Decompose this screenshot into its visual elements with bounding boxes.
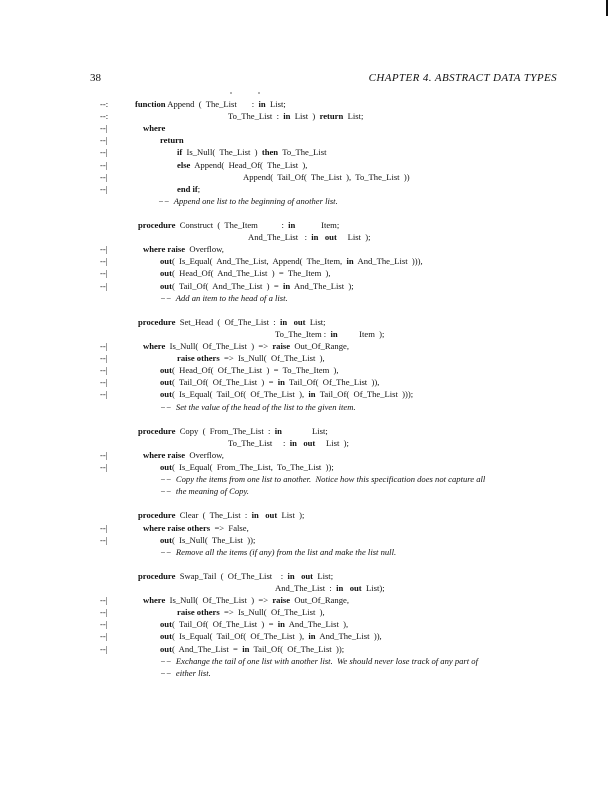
code-text [138,219,339,231]
keyword: out [160,365,172,376]
keyword: out [160,462,172,472]
keyword: in [308,389,316,400]
code-text [160,461,334,473]
keyword: function [135,99,166,109]
keyword: out [160,280,172,291]
code-token: Clear ( The_List : [175,510,252,521]
keyword: where raise others [143,522,211,533]
keyword: raise [272,341,291,351]
code-line [0,473,612,485]
annotation-marker: --| [100,534,108,545]
code-text [177,352,325,364]
code-token: And_The_List )), [315,631,382,642]
keyword: out [160,389,172,400]
code-token: And_The_List ); [290,280,354,291]
code-token: Append( Tail_Of( The_List ), To_The_List )) [243,171,410,182]
annotation-marker: --| [100,183,108,194]
code-text [138,316,326,328]
code-token: To_The_List : [228,111,284,122]
code-text [160,255,423,267]
code-line [0,425,612,437]
code-text [143,243,224,255]
keyword: end if [177,183,198,194]
keyword: then [261,147,279,158]
code-token: Is_Null( Of_The_List ) => [165,341,273,351]
keyword: return [319,111,344,122]
code-token: To_The_List : [228,437,290,448]
code-line [0,534,612,546]
code-token: List); [361,583,385,593]
code-line [0,558,612,570]
code-text [160,280,354,292]
code-text [160,618,348,630]
code-line [0,328,612,340]
code-line [0,183,612,195]
keyword: in [258,99,266,109]
comment: −− Append one list to the beginning of another list. [158,195,338,206]
code-line [0,437,612,449]
code-line [0,195,612,207]
keyword: in [274,425,282,436]
code-text [177,606,325,618]
code-token: ( Tail_Of( And_The_List ) = [171,280,283,291]
code-line [0,388,612,400]
code-line [0,122,612,134]
code-token: And_The_List : [248,232,312,243]
code-token: ( Is_Equal( And_The_List, Append( The_Item, [171,256,347,267]
code-text [160,364,339,376]
keyword: raise [272,595,291,606]
code-token: List; [343,111,364,122]
annotation-marker: --| [100,159,108,170]
code-token: Append( Head_Of( The_List ), [190,159,308,170]
code-line [0,110,612,122]
code-token: => Is_Null( Of_The_List ), [219,353,325,364]
annotation-marker: --| [100,619,108,630]
code-token: List; [313,570,334,581]
annotation-marker: --| [100,462,108,472]
code-text [228,110,363,122]
keyword: in [277,377,285,388]
code-line [0,509,612,521]
keyword: in out [287,570,314,581]
code-token: To_The_Item : [275,328,331,339]
comment: −− either list. [160,667,211,678]
keyword: out [160,534,172,545]
keyword: where [143,595,166,606]
code-token: Tail_Of( Of_The_List )), [284,377,380,388]
code-line [0,352,612,364]
annotation-marker: --| [100,123,108,134]
comment: −− Exchange the tail of one list with another list. We should never lose track of any part of [160,655,478,666]
code-token: Set_Head ( Of_The_List : [175,316,280,327]
code-token: List ); [277,510,305,521]
code-token: Is_Null( Of_The_List ) => [165,595,273,606]
keyword: in [277,619,285,630]
keyword: procedure [138,425,176,436]
code-line [0,594,612,606]
annotation-marker: --| [100,449,108,460]
code-line [0,255,612,267]
code-token: Construct ( The_Item : [175,220,289,230]
code-text [275,582,385,594]
code-text [138,509,304,521]
code-token: Overflow, [185,244,224,255]
annotation-marker: --| [100,341,108,351]
code-token: => False, [210,522,249,533]
code-text [138,425,328,437]
keyword: in [346,256,354,267]
code-token: Out_Of_Range, [290,341,349,351]
code-line [0,159,612,171]
code-token: Item; [295,220,340,230]
code-token: And_The_List : [275,583,337,593]
code-line [0,449,612,461]
code-token: ( Is_Equal( From_The_List, To_The_List )); [171,462,334,472]
annotation-marker: --| [100,135,108,146]
code-line [0,643,612,655]
code-text [138,570,333,582]
page-number: 38 [90,72,101,84]
annotation-marker: --| [100,631,108,642]
code-token: List ); [315,437,349,448]
code-line [0,546,612,558]
code-token: ( Is_Equal( Tail_Of( Of_The_List ), [171,389,309,400]
code-text [160,473,485,485]
code-line [0,304,612,316]
code-token: List; [281,425,328,436]
keyword: in out [251,510,278,521]
code-text [160,485,249,497]
code-text [177,183,200,195]
code-text [143,594,349,606]
code-line [0,376,612,388]
code-token: ( Is_Null( The_List )); [171,534,256,545]
code-line [0,292,612,304]
code-token: List; [305,316,326,327]
code-token: ( And_The_List = [171,643,243,654]
code-token: Append ( The_List : [165,99,259,109]
scan-speck [258,92,260,94]
code-line [0,316,612,328]
code-line [0,267,612,279]
code-line [0,171,612,183]
code-token: ( Is_Equal( Tail_Of( Of_The_List ), [171,631,309,642]
code-token: ( Head_Of( Of_The_List ) = To_The_Item ), [171,365,339,376]
code-text [143,449,224,461]
keyword: in out [311,232,337,243]
annotation-marker: --| [100,268,108,279]
code-token: And_The_List ), [284,619,349,630]
code-text [160,388,413,400]
keyword: in out [279,316,306,327]
code-line [0,340,612,352]
code-line [0,485,612,497]
keyword: in [283,111,291,122]
code-text [177,159,307,171]
annotation-marker: --| [100,607,108,618]
code-token: List; [265,99,286,109]
code-text [143,522,249,534]
keyword: where [143,123,166,134]
code-line [0,146,612,158]
comment: −− Add an item to the head of a list. [160,292,288,303]
code-text [158,195,338,207]
code-text [160,267,331,279]
code-line [0,497,612,509]
code-line [0,280,612,292]
code-token: Overflow, [185,449,224,460]
annotation-marker: --| [100,353,108,364]
annotation-marker: --| [100,171,108,182]
annotation-marker: --| [100,147,108,158]
keyword: in out [336,583,362,593]
code-token: Swap_Tail ( Of_The_List : [175,570,288,581]
code-text [143,122,165,134]
annotation-marker: --| [100,244,108,255]
code-line [0,461,612,473]
keyword: in [242,643,250,654]
code-line [0,655,612,667]
code-text [243,171,410,183]
comment: −− the meaning of Copy. [160,486,249,497]
keyword: where raise [143,244,186,255]
keyword: in [308,631,316,642]
code-text [143,340,349,352]
code-text [160,630,382,642]
annotation-marker: --: [100,99,109,109]
keyword: out [160,619,172,630]
code-token: ; [197,183,201,194]
code-token: Tail_Of( Of_The_List ))); [315,389,414,400]
code-token: ( Head_Of( And_The_List ) = The_Item ), [171,268,331,279]
code-text [275,328,384,340]
annotation-marker: --| [100,256,108,267]
annotation-marker: --| [100,389,108,400]
annotation-marker: --| [100,365,108,376]
keyword: procedure [138,316,176,327]
code-token: Out_Of_Range, [290,595,349,606]
annotation-marker: --| [100,643,108,654]
code-text [160,134,184,146]
keyword: raise others [177,353,220,364]
keyword: out [160,643,172,654]
annotation-marker: --| [100,522,108,533]
code-token: List ); [336,232,371,243]
code-text [160,534,255,546]
scan-speck [230,92,232,94]
code-token: ( Tail_Of( Of_The_List ) = [171,619,278,630]
keyword: where [143,341,166,351]
chapter-title: CHAPTER 4. ABSTRACT DATA TYPES [368,72,557,84]
code-line [0,667,612,679]
annotation-marker: --| [100,377,108,388]
annotation-marker: --: [100,111,109,122]
keyword: else [177,159,191,170]
keyword: raise others [177,607,220,618]
annotation-marker: --| [100,280,108,291]
annotation-marker: --| [100,595,108,606]
code-line [0,413,612,425]
keyword: procedure [138,570,176,581]
keyword: in [282,280,291,291]
code-line [0,243,612,255]
code-token: Copy ( From_The_List : [175,425,275,436]
code-token: Is_Null( The_List ) [182,147,262,158]
keyword: where raise [143,449,186,460]
code-line [0,522,612,534]
code-line [0,570,612,582]
code-token: List ) [290,111,320,122]
keyword: in [330,328,338,339]
code-text [160,546,396,558]
code-token: Tail_Of( Of_The_List )); [249,643,345,654]
code-token: And_The_List ))), [353,256,423,267]
code-line [0,219,612,231]
keyword: procedure [138,510,176,521]
code-text [160,643,344,655]
code-line [0,207,612,219]
keyword: return [160,135,184,146]
code-text [135,98,286,110]
keyword: out [160,631,172,642]
keyword: in [288,220,296,230]
code-text [160,667,211,679]
code-text [160,655,478,667]
keyword: out [160,377,172,388]
code-line [0,134,612,146]
comment: −− Remove all the items (if any) from the list and make the list null. [160,546,397,557]
code-text [160,376,379,388]
keyword: if [177,147,183,158]
code-line [0,231,612,243]
code-text [228,437,349,449]
page-edge-mark [606,0,608,16]
code-line [0,606,612,618]
code-token: ( Tail_Of( Of_The_List ) = [171,377,278,388]
code-line [0,630,612,642]
keyword: out [160,268,172,279]
code-line [0,401,612,413]
code-text [177,146,327,158]
comment: −− Copy the items from one list to another. Notice how this specification does not capture all [160,474,486,485]
code-line [0,364,612,376]
code-line [0,582,612,594]
code-text [248,231,371,243]
code-token: Item ); [337,328,385,339]
code-token: To_The_List [278,147,327,158]
keyword: procedure [138,220,176,230]
keyword: out [160,256,172,267]
code-token: => Is_Null( Of_The_List ), [219,607,325,618]
code-text [160,292,288,304]
comment: −− Set the value of the head of the list to the given item. [160,401,356,412]
code-text [160,401,356,413]
code-line [0,618,612,630]
code-line [0,98,612,110]
keyword: in out [289,437,316,448]
